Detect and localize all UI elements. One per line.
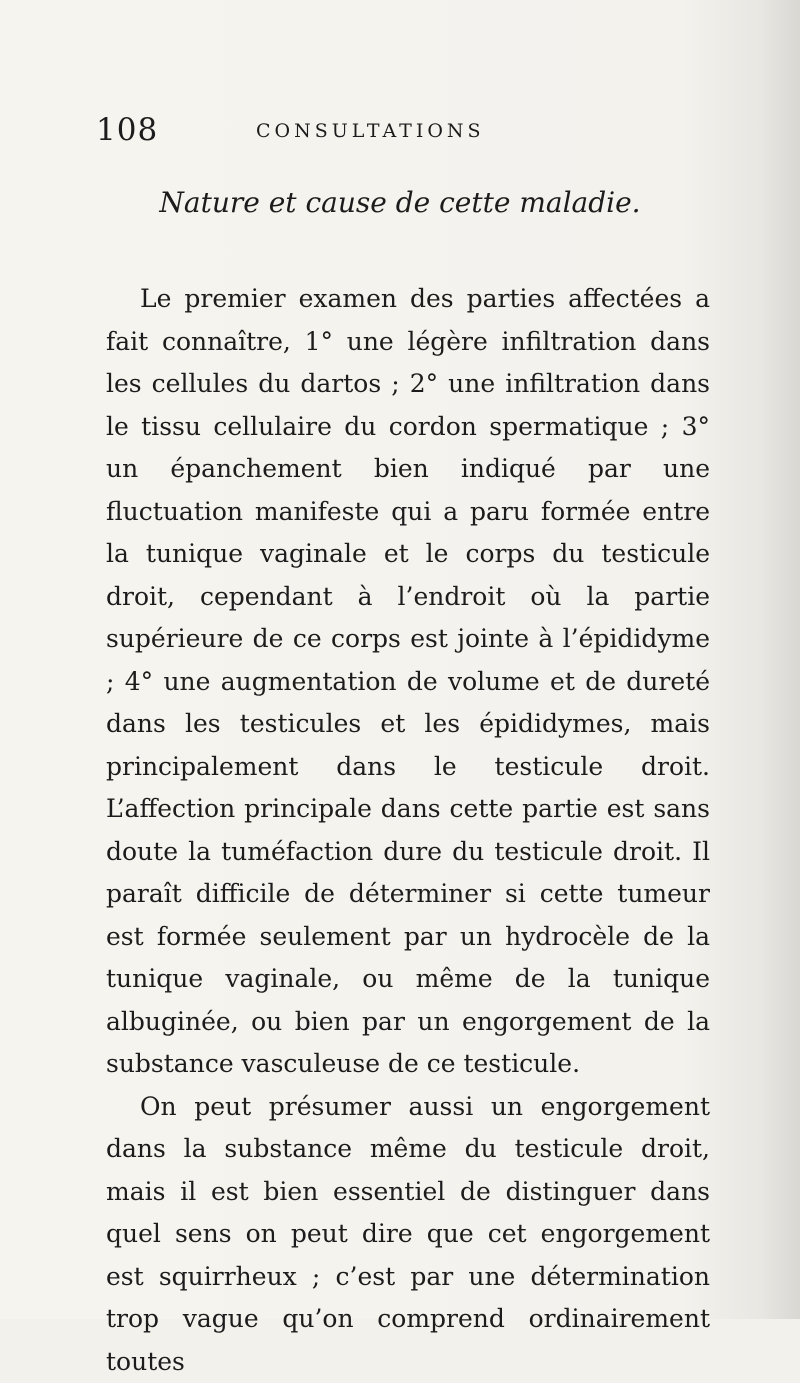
paragraph: On peut présumer aussi un engorgement dans la substance même du testicule droit, mais il est bien essentiel de distinguer dans quel sens on peut dire que cet engorgement est squirrheux ; c’est par une détermination trop vague qu’on comprend ordinairement toutes	[106, 1086, 710, 1383]
section-title: Nature et cause de cette maladie.	[100, 186, 700, 219]
running-head: CONSULTATIONS	[256, 120, 485, 142]
page-header	[96, 112, 716, 152]
page-number: 108	[96, 112, 158, 148]
body-text	[106, 278, 710, 1383]
paragraph: Le premier examen des parties affectées a fait connaître, 1° une légère infiltration dans les cellules du dartos ; 2° une infiltration dans le tissu cellulaire du cordon spermatique ; 3° un épanchement bien indiqué par une fluctuation manifeste qui a paru formée entre la tunique vaginale et le corps du testicule droit, cependant à l’endroit où la partie supérieure de ce corps est jointe à l’épididyme ; 4° une augmentation de volume et de dureté dans les testicules et les épididymes, mais principalement dans le testicule droit. L’affection principale dans cette partie est sans doute la tuméfaction dure du testicule droit. Il paraît difficile de déterminer si cette tumeur est formée seulement par un hydrocèle de la tunique vaginale, ou même de la tunique albuginée, ou bien par un engorgement de la substance vasculeuse de ce testicule.	[106, 278, 710, 1086]
